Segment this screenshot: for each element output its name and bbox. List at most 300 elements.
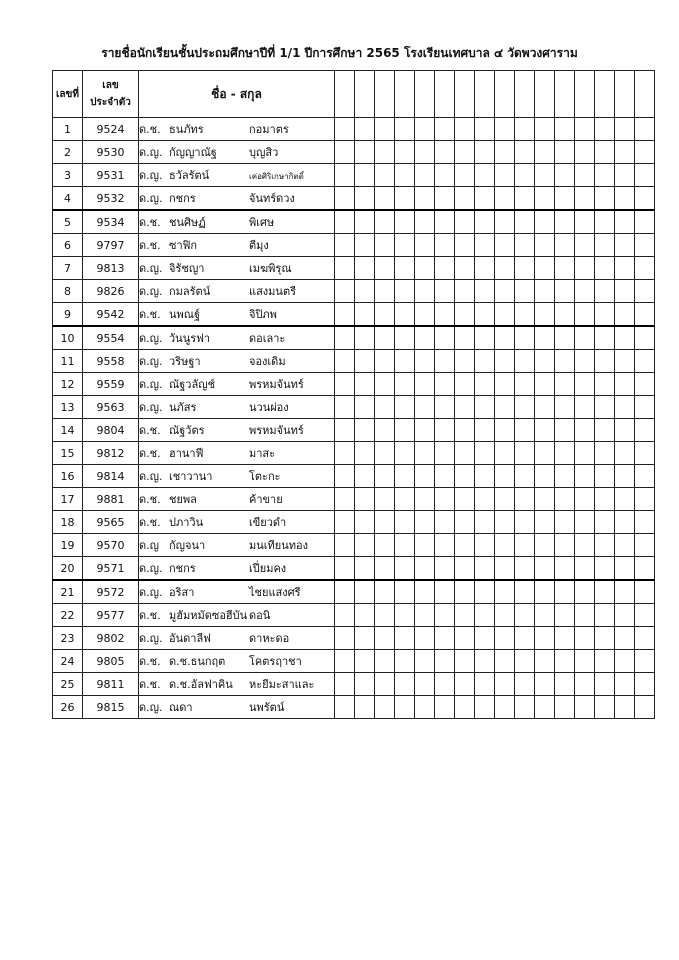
check-cell[interactable] xyxy=(355,580,375,604)
check-cell[interactable] xyxy=(515,350,535,373)
check-cell[interactable] xyxy=(335,673,355,696)
check-cell[interactable] xyxy=(475,488,495,511)
check-cell[interactable] xyxy=(415,673,435,696)
check-cell[interactable] xyxy=(635,465,655,488)
check-cell[interactable] xyxy=(355,419,375,442)
check-cell[interactable] xyxy=(495,442,515,465)
check-cell[interactable] xyxy=(635,673,655,696)
check-cell[interactable] xyxy=(435,373,455,396)
check-cell[interactable] xyxy=(375,396,395,419)
check-cell[interactable] xyxy=(615,627,635,650)
check-cell[interactable] xyxy=(575,257,595,280)
check-cell[interactable] xyxy=(535,187,555,211)
check-cell[interactable] xyxy=(435,118,455,141)
check-cell[interactable] xyxy=(555,627,575,650)
check-cell[interactable] xyxy=(335,210,355,234)
check-cell[interactable] xyxy=(475,696,495,719)
check-cell[interactable] xyxy=(575,442,595,465)
check-cell[interactable] xyxy=(615,141,635,164)
check-cell[interactable] xyxy=(435,627,455,650)
check-cell[interactable] xyxy=(495,580,515,604)
check-cell[interactable] xyxy=(415,234,435,257)
check-cell[interactable] xyxy=(615,696,635,719)
check-cell[interactable] xyxy=(455,234,475,257)
check-cell[interactable] xyxy=(395,580,415,604)
check-cell[interactable] xyxy=(555,419,575,442)
check-cell[interactable] xyxy=(355,118,375,141)
check-cell[interactable] xyxy=(535,350,555,373)
check-cell[interactable] xyxy=(455,187,475,211)
check-cell[interactable] xyxy=(335,118,355,141)
check-cell[interactable] xyxy=(515,141,535,164)
check-cell[interactable] xyxy=(335,696,355,719)
check-cell[interactable] xyxy=(475,118,495,141)
check-cell[interactable] xyxy=(375,257,395,280)
check-cell[interactable] xyxy=(455,373,475,396)
check-cell[interactable] xyxy=(355,350,375,373)
check-cell[interactable] xyxy=(395,373,415,396)
check-cell[interactable] xyxy=(415,696,435,719)
check-cell[interactable] xyxy=(395,419,415,442)
check-cell[interactable] xyxy=(455,442,475,465)
check-cell[interactable] xyxy=(475,534,495,557)
check-cell[interactable] xyxy=(415,488,435,511)
check-cell[interactable] xyxy=(395,604,415,627)
check-cell[interactable] xyxy=(415,580,435,604)
check-cell[interactable] xyxy=(475,396,495,419)
check-cell[interactable] xyxy=(335,187,355,211)
check-cell[interactable] xyxy=(395,118,415,141)
check-cell[interactable] xyxy=(615,234,635,257)
check-cell[interactable] xyxy=(335,534,355,557)
check-cell[interactable] xyxy=(555,580,575,604)
check-cell[interactable] xyxy=(535,234,555,257)
check-cell[interactable] xyxy=(335,234,355,257)
check-cell[interactable] xyxy=(575,326,595,350)
check-cell[interactable] xyxy=(495,257,515,280)
check-cell[interactable] xyxy=(475,303,495,327)
check-cell[interactable] xyxy=(375,488,395,511)
check-cell[interactable] xyxy=(555,373,575,396)
check-cell[interactable] xyxy=(475,164,495,187)
check-cell[interactable] xyxy=(535,210,555,234)
check-cell[interactable] xyxy=(455,280,475,303)
check-cell[interactable] xyxy=(595,396,615,419)
check-cell[interactable] xyxy=(335,303,355,327)
check-cell[interactable] xyxy=(335,442,355,465)
check-cell[interactable] xyxy=(355,511,375,534)
check-cell[interactable] xyxy=(615,118,635,141)
check-cell[interactable] xyxy=(615,257,635,280)
check-cell[interactable] xyxy=(475,350,495,373)
check-cell[interactable] xyxy=(375,604,395,627)
check-cell[interactable] xyxy=(475,141,495,164)
check-cell[interactable] xyxy=(555,511,575,534)
check-cell[interactable] xyxy=(595,373,615,396)
check-cell[interactable] xyxy=(575,373,595,396)
check-cell[interactable] xyxy=(355,604,375,627)
check-cell[interactable] xyxy=(595,580,615,604)
check-cell[interactable] xyxy=(355,396,375,419)
check-cell[interactable] xyxy=(555,326,575,350)
check-cell[interactable] xyxy=(595,326,615,350)
check-cell[interactable] xyxy=(435,557,455,581)
check-cell[interactable] xyxy=(375,280,395,303)
check-cell[interactable] xyxy=(435,488,455,511)
check-cell[interactable] xyxy=(395,350,415,373)
check-cell[interactable] xyxy=(555,257,575,280)
check-cell[interactable] xyxy=(375,350,395,373)
check-cell[interactable] xyxy=(455,465,475,488)
check-cell[interactable] xyxy=(515,627,535,650)
check-cell[interactable] xyxy=(515,234,535,257)
check-cell[interactable] xyxy=(475,419,495,442)
check-cell[interactable] xyxy=(535,326,555,350)
check-cell[interactable] xyxy=(335,557,355,581)
check-cell[interactable] xyxy=(415,303,435,327)
check-cell[interactable] xyxy=(395,627,415,650)
check-cell[interactable] xyxy=(515,442,535,465)
check-cell[interactable] xyxy=(635,442,655,465)
check-cell[interactable] xyxy=(515,164,535,187)
check-cell[interactable] xyxy=(515,465,535,488)
check-cell[interactable] xyxy=(515,373,535,396)
check-cell[interactable] xyxy=(435,650,455,673)
check-cell[interactable] xyxy=(435,442,455,465)
check-cell[interactable] xyxy=(415,326,435,350)
check-cell[interactable] xyxy=(615,373,635,396)
check-cell[interactable] xyxy=(535,280,555,303)
check-cell[interactable] xyxy=(455,557,475,581)
check-cell[interactable] xyxy=(535,673,555,696)
check-cell[interactable] xyxy=(515,650,535,673)
check-cell[interactable] xyxy=(495,673,515,696)
check-cell[interactable] xyxy=(335,419,355,442)
check-cell[interactable] xyxy=(355,210,375,234)
check-cell[interactable] xyxy=(635,280,655,303)
check-cell[interactable] xyxy=(575,580,595,604)
check-cell[interactable] xyxy=(435,534,455,557)
check-cell[interactable] xyxy=(595,442,615,465)
check-cell[interactable] xyxy=(595,465,615,488)
check-cell[interactable] xyxy=(635,650,655,673)
check-cell[interactable] xyxy=(455,303,475,327)
check-cell[interactable] xyxy=(575,488,595,511)
check-cell[interactable] xyxy=(555,396,575,419)
check-cell[interactable] xyxy=(535,303,555,327)
check-cell[interactable] xyxy=(355,326,375,350)
check-cell[interactable] xyxy=(335,604,355,627)
check-cell[interactable] xyxy=(635,187,655,211)
check-cell[interactable] xyxy=(575,210,595,234)
check-cell[interactable] xyxy=(415,627,435,650)
check-cell[interactable] xyxy=(475,557,495,581)
check-cell[interactable] xyxy=(535,580,555,604)
check-cell[interactable] xyxy=(535,534,555,557)
check-cell[interactable] xyxy=(515,604,535,627)
check-cell[interactable] xyxy=(555,118,575,141)
check-cell[interactable] xyxy=(375,465,395,488)
check-cell[interactable] xyxy=(575,557,595,581)
check-cell[interactable] xyxy=(475,442,495,465)
check-cell[interactable] xyxy=(595,350,615,373)
check-cell[interactable] xyxy=(515,396,535,419)
check-cell[interactable] xyxy=(375,419,395,442)
check-cell[interactable] xyxy=(375,580,395,604)
check-cell[interactable] xyxy=(355,627,375,650)
check-cell[interactable] xyxy=(555,442,575,465)
check-cell[interactable] xyxy=(635,210,655,234)
check-cell[interactable] xyxy=(575,118,595,141)
check-cell[interactable] xyxy=(635,696,655,719)
check-cell[interactable] xyxy=(415,373,435,396)
check-cell[interactable] xyxy=(535,164,555,187)
check-cell[interactable] xyxy=(635,234,655,257)
check-cell[interactable] xyxy=(415,557,435,581)
check-cell[interactable] xyxy=(515,118,535,141)
check-cell[interactable] xyxy=(355,303,375,327)
check-cell[interactable] xyxy=(555,650,575,673)
check-cell[interactable] xyxy=(375,210,395,234)
check-cell[interactable] xyxy=(455,257,475,280)
check-cell[interactable] xyxy=(515,696,535,719)
check-cell[interactable] xyxy=(535,488,555,511)
check-cell[interactable] xyxy=(495,604,515,627)
check-cell[interactable] xyxy=(415,187,435,211)
check-cell[interactable] xyxy=(575,187,595,211)
check-cell[interactable] xyxy=(455,627,475,650)
check-cell[interactable] xyxy=(495,465,515,488)
check-cell[interactable] xyxy=(495,557,515,581)
check-cell[interactable] xyxy=(495,303,515,327)
check-cell[interactable] xyxy=(395,696,415,719)
check-cell[interactable] xyxy=(415,511,435,534)
check-cell[interactable] xyxy=(535,442,555,465)
check-cell[interactable] xyxy=(575,511,595,534)
check-cell[interactable] xyxy=(595,604,615,627)
check-cell[interactable] xyxy=(395,534,415,557)
check-cell[interactable] xyxy=(595,187,615,211)
check-cell[interactable] xyxy=(595,627,615,650)
check-cell[interactable] xyxy=(415,164,435,187)
check-cell[interactable] xyxy=(595,118,615,141)
check-cell[interactable] xyxy=(455,580,475,604)
check-cell[interactable] xyxy=(615,350,635,373)
check-cell[interactable] xyxy=(555,465,575,488)
check-cell[interactable] xyxy=(555,604,575,627)
check-cell[interactable] xyxy=(355,534,375,557)
check-cell[interactable] xyxy=(635,534,655,557)
check-cell[interactable] xyxy=(635,373,655,396)
check-cell[interactable] xyxy=(575,650,595,673)
check-cell[interactable] xyxy=(595,303,615,327)
check-cell[interactable] xyxy=(455,118,475,141)
check-cell[interactable] xyxy=(475,627,495,650)
check-cell[interactable] xyxy=(635,326,655,350)
check-cell[interactable] xyxy=(515,257,535,280)
check-cell[interactable] xyxy=(435,465,455,488)
check-cell[interactable] xyxy=(615,303,635,327)
check-cell[interactable] xyxy=(435,673,455,696)
check-cell[interactable] xyxy=(475,210,495,234)
check-cell[interactable] xyxy=(395,650,415,673)
check-cell[interactable] xyxy=(535,604,555,627)
check-cell[interactable] xyxy=(455,164,475,187)
check-cell[interactable] xyxy=(495,373,515,396)
check-cell[interactable] xyxy=(435,696,455,719)
check-cell[interactable] xyxy=(355,257,375,280)
check-cell[interactable] xyxy=(395,234,415,257)
check-cell[interactable] xyxy=(615,604,635,627)
check-cell[interactable] xyxy=(535,557,555,581)
check-cell[interactable] xyxy=(615,210,635,234)
check-cell[interactable] xyxy=(335,326,355,350)
check-cell[interactable] xyxy=(575,419,595,442)
check-cell[interactable] xyxy=(555,280,575,303)
check-cell[interactable] xyxy=(375,326,395,350)
check-cell[interactable] xyxy=(375,442,395,465)
check-cell[interactable] xyxy=(595,488,615,511)
check-cell[interactable] xyxy=(635,511,655,534)
check-cell[interactable] xyxy=(535,396,555,419)
check-cell[interactable] xyxy=(495,141,515,164)
check-cell[interactable] xyxy=(395,257,415,280)
check-cell[interactable] xyxy=(435,580,455,604)
check-cell[interactable] xyxy=(615,511,635,534)
check-cell[interactable] xyxy=(555,696,575,719)
check-cell[interactable] xyxy=(595,650,615,673)
check-cell[interactable] xyxy=(615,488,635,511)
check-cell[interactable] xyxy=(635,164,655,187)
check-cell[interactable] xyxy=(595,511,615,534)
check-cell[interactable] xyxy=(575,280,595,303)
check-cell[interactable] xyxy=(475,604,495,627)
check-cell[interactable] xyxy=(575,696,595,719)
check-cell[interactable] xyxy=(435,396,455,419)
check-cell[interactable] xyxy=(475,373,495,396)
check-cell[interactable] xyxy=(595,141,615,164)
check-cell[interactable] xyxy=(595,534,615,557)
check-cell[interactable] xyxy=(455,210,475,234)
check-cell[interactable] xyxy=(475,650,495,673)
check-cell[interactable] xyxy=(635,257,655,280)
check-cell[interactable] xyxy=(635,303,655,327)
check-cell[interactable] xyxy=(435,210,455,234)
check-cell[interactable] xyxy=(535,419,555,442)
check-cell[interactable] xyxy=(335,164,355,187)
check-cell[interactable] xyxy=(475,187,495,211)
check-cell[interactable] xyxy=(615,580,635,604)
check-cell[interactable] xyxy=(375,557,395,581)
check-cell[interactable] xyxy=(475,511,495,534)
check-cell[interactable] xyxy=(615,442,635,465)
check-cell[interactable] xyxy=(515,326,535,350)
check-cell[interactable] xyxy=(515,210,535,234)
check-cell[interactable] xyxy=(615,187,635,211)
check-cell[interactable] xyxy=(555,350,575,373)
check-cell[interactable] xyxy=(615,465,635,488)
check-cell[interactable] xyxy=(615,396,635,419)
check-cell[interactable] xyxy=(375,141,395,164)
check-cell[interactable] xyxy=(455,419,475,442)
check-cell[interactable] xyxy=(495,488,515,511)
check-cell[interactable] xyxy=(375,534,395,557)
check-cell[interactable] xyxy=(355,164,375,187)
check-cell[interactable] xyxy=(455,604,475,627)
check-cell[interactable] xyxy=(415,118,435,141)
check-cell[interactable] xyxy=(635,419,655,442)
check-cell[interactable] xyxy=(495,326,515,350)
check-cell[interactable] xyxy=(515,187,535,211)
check-cell[interactable] xyxy=(335,465,355,488)
check-cell[interactable] xyxy=(595,673,615,696)
check-cell[interactable] xyxy=(635,580,655,604)
check-cell[interactable] xyxy=(575,234,595,257)
check-cell[interactable] xyxy=(575,141,595,164)
check-cell[interactable] xyxy=(355,557,375,581)
check-cell[interactable] xyxy=(395,396,415,419)
check-cell[interactable] xyxy=(355,442,375,465)
check-cell[interactable] xyxy=(375,650,395,673)
check-cell[interactable] xyxy=(555,141,575,164)
check-cell[interactable] xyxy=(375,118,395,141)
check-cell[interactable] xyxy=(455,350,475,373)
check-cell[interactable] xyxy=(495,118,515,141)
check-cell[interactable] xyxy=(435,511,455,534)
check-cell[interactable] xyxy=(375,164,395,187)
check-cell[interactable] xyxy=(375,511,395,534)
check-cell[interactable] xyxy=(495,650,515,673)
check-cell[interactable] xyxy=(495,696,515,719)
check-cell[interactable] xyxy=(415,396,435,419)
check-cell[interactable] xyxy=(555,210,575,234)
check-cell[interactable] xyxy=(435,234,455,257)
check-cell[interactable] xyxy=(475,280,495,303)
check-cell[interactable] xyxy=(535,627,555,650)
check-cell[interactable] xyxy=(435,164,455,187)
check-cell[interactable] xyxy=(515,280,535,303)
check-cell[interactable] xyxy=(635,350,655,373)
check-cell[interactable] xyxy=(495,534,515,557)
check-cell[interactable] xyxy=(575,604,595,627)
check-cell[interactable] xyxy=(515,419,535,442)
check-cell[interactable] xyxy=(435,419,455,442)
check-cell[interactable] xyxy=(515,511,535,534)
check-cell[interactable] xyxy=(355,673,375,696)
check-cell[interactable] xyxy=(355,488,375,511)
check-cell[interactable] xyxy=(575,534,595,557)
check-cell[interactable] xyxy=(635,488,655,511)
check-cell[interactable] xyxy=(435,141,455,164)
check-cell[interactable] xyxy=(495,187,515,211)
check-cell[interactable] xyxy=(355,187,375,211)
check-cell[interactable] xyxy=(395,141,415,164)
check-cell[interactable] xyxy=(595,696,615,719)
check-cell[interactable] xyxy=(375,303,395,327)
check-cell[interactable] xyxy=(595,234,615,257)
check-cell[interactable] xyxy=(415,419,435,442)
check-cell[interactable] xyxy=(575,627,595,650)
check-cell[interactable] xyxy=(635,627,655,650)
check-cell[interactable] xyxy=(595,257,615,280)
check-cell[interactable] xyxy=(415,280,435,303)
check-cell[interactable] xyxy=(455,141,475,164)
check-cell[interactable] xyxy=(395,488,415,511)
check-cell[interactable] xyxy=(455,696,475,719)
check-cell[interactable] xyxy=(415,257,435,280)
check-cell[interactable] xyxy=(335,280,355,303)
check-cell[interactable] xyxy=(615,326,635,350)
